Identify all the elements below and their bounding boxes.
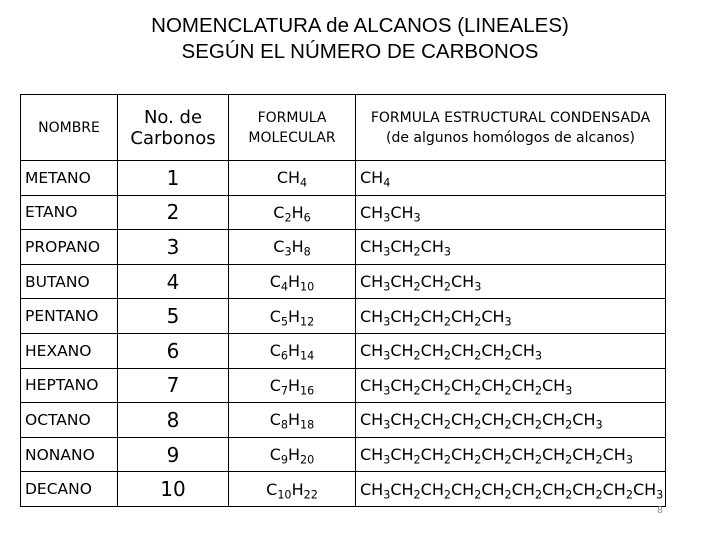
molecular-formula: $C_{10}H_{22}$ [229, 472, 356, 507]
alkane-name: NONANO [21, 437, 118, 472]
page-title [0, 13, 720, 65]
header-estructural-line-2: (de algunos homólogos de alcanos) [385, 129, 635, 146]
carbon-count: 3 [118, 230, 229, 265]
alkane-name: BUTANO [21, 264, 118, 299]
carbon-count: 9 [118, 437, 229, 472]
page-number: 8 [657, 505, 663, 516]
condensed-structural-formula: $CH_3CH_2CH_3$ [356, 230, 666, 265]
condensed-structural-formula: $CH_3CH_2CH_2CH_2CH_2CH_2CH_3$ [356, 368, 666, 403]
header-carbonos-line-1: No. de [143, 106, 203, 128]
condensed-structural-formula: $CH_3CH_2CH_2CH_3$ [356, 264, 666, 299]
carbon-count: 10 [118, 472, 229, 507]
header-estructural-line-1: FORMULA ESTRUCTURAL CONDENSADA [370, 109, 651, 126]
molecular-formula: $C_3H_8$ [229, 230, 356, 265]
condensed-structural-formula: $CH_4$ [356, 161, 666, 196]
table-row [21, 437, 666, 472]
carbon-count: 1 [118, 161, 229, 196]
molecular-formula: $CH_4$ [229, 161, 356, 196]
condensed-structural-formula: $CH_3CH_3$ [356, 195, 666, 230]
header-row [21, 95, 666, 161]
table-row [21, 368, 666, 403]
table-body [21, 161, 666, 507]
condensed-structural-formula: $CH_3CH_2CH_2CH_2CH_2CH_2CH_2CH_2CH_3$ [356, 437, 666, 472]
carbon-count: 5 [118, 299, 229, 334]
table-row [21, 472, 666, 507]
molecular-formula: $C_2H_6$ [229, 195, 356, 230]
table-header [21, 95, 666, 161]
carbon-count: 7 [118, 368, 229, 403]
alkane-name: PENTANO [21, 299, 118, 334]
alkane-name: ETANO [21, 195, 118, 230]
header-carbonos [118, 95, 229, 161]
molecular-formula: $C_9H_{20}$ [229, 437, 356, 472]
table-row [21, 403, 666, 438]
table-row [21, 264, 666, 299]
header-formula-estructural [356, 95, 666, 161]
condensed-structural-formula: $CH_3CH_2CH_2CH_2CH_2CH_2CH_2CH_3$ [356, 403, 666, 438]
condensed-structural-formula: $CH_3CH_2CH_2CH_2CH_2CH_3$ [356, 333, 666, 368]
table-row [21, 230, 666, 265]
title-line-1: NOMENCLATURA de ALCANOS (LINEALES) [151, 14, 569, 37]
header-nombre: NOMBRE [21, 95, 118, 161]
header-molecular-line-2: MOLECULAR [248, 129, 336, 146]
alkane-name: HEXANO [21, 333, 118, 368]
condensed-structural-formula: $CH_3CH_2CH_2CH_2CH_3$ [356, 299, 666, 334]
carbon-count: 8 [118, 403, 229, 438]
molecular-formula: $C_7H_{16}$ [229, 368, 356, 403]
table-row [21, 333, 666, 368]
alkane-name: PROPANO [21, 230, 118, 265]
header-formula-molecular [229, 95, 356, 161]
molecular-formula: $C_8H_{18}$ [229, 403, 356, 438]
alkane-name: OCTANO [21, 403, 118, 438]
table-row [21, 195, 666, 230]
table-row [21, 161, 666, 196]
molecular-formula: $C_5H_{12}$ [229, 299, 356, 334]
alkane-name: DECANO [21, 472, 118, 507]
header-carbonos-line-2: Carbonos [130, 127, 216, 149]
carbon-count: 2 [118, 195, 229, 230]
alkane-name: HEPTANO [21, 368, 118, 403]
alkanes-table [20, 94, 666, 507]
molecular-formula: $C_4H_{10}$ [229, 264, 356, 299]
carbon-count: 6 [118, 333, 229, 368]
condensed-structural-formula: $CH_3CH_2CH_2CH_2CH_2CH_2CH_2CH_2CH_2CH_3$ [356, 472, 666, 507]
alkane-name: METANO [21, 161, 118, 196]
carbon-count: 4 [118, 264, 229, 299]
title-line-2: SEGÚN EL NÚMERO DE CARBONOS [181, 40, 539, 63]
header-molecular-line-1: FORMULA [257, 109, 327, 126]
table-row [21, 299, 666, 334]
molecular-formula: $C_6H_{14}$ [229, 333, 356, 368]
